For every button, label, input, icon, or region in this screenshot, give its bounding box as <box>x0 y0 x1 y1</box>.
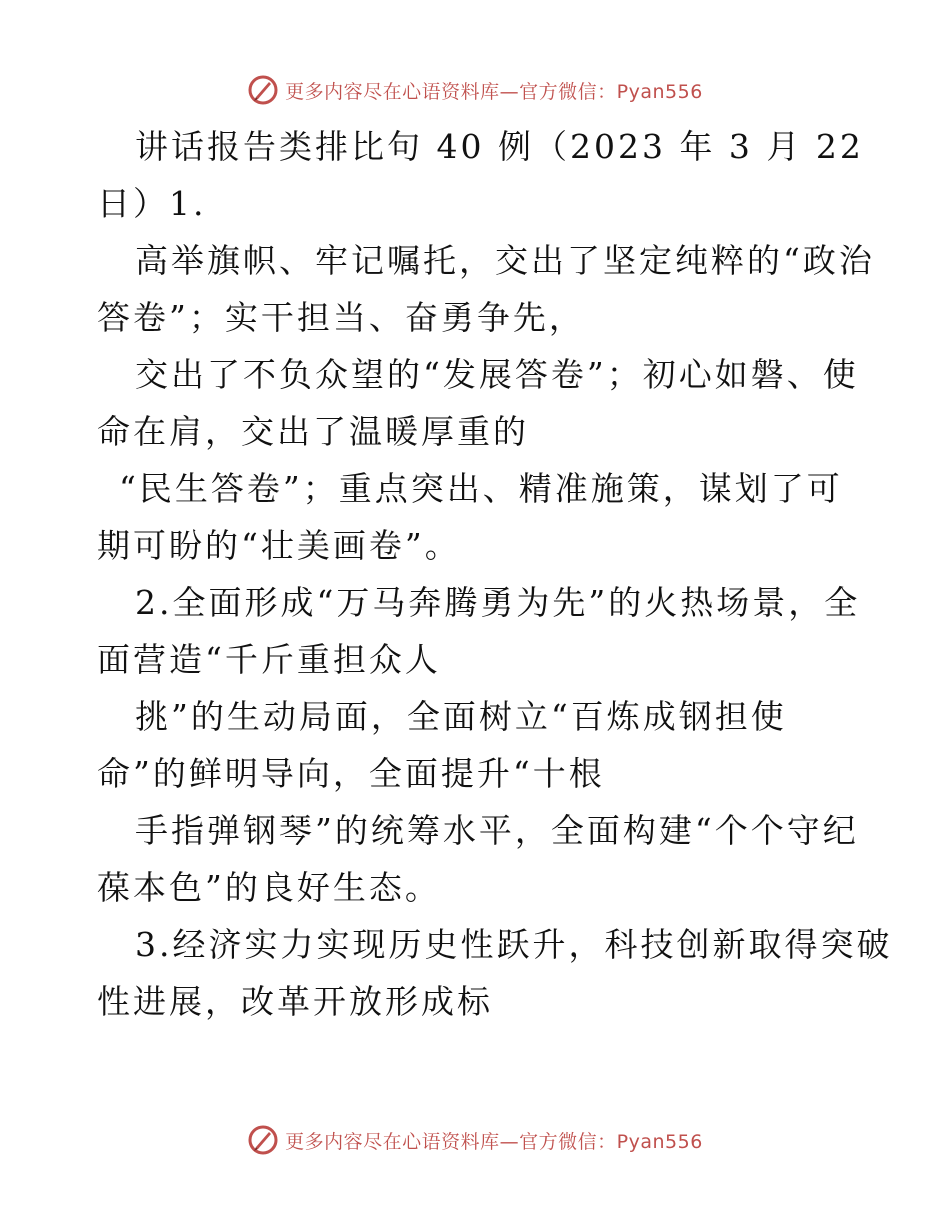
quill-logo-icon <box>247 1124 279 1156</box>
document-title-line: 讲话报告类排比句 40 例（2023 年 3 月 22 <box>135 127 864 166</box>
document-text-line: 答卷”；实干担当、奋勇争先， <box>97 298 585 337</box>
footer-banner <box>0 1120 950 1160</box>
document-text-line: 2.全面形成“万马奔腾勇为先”的火热场景，全 <box>135 583 861 622</box>
document-text-line: 高举旗帜、牢记嘱托，交出了坚定纯粹的“政治 <box>135 241 875 280</box>
document-text-line: 日）1. <box>97 184 207 223</box>
document-text-line: “民生答卷”；重点突出、精准施策，谋划了可 <box>119 469 843 508</box>
document-text-line: 命”的鲜明导向，全面提升“十根 <box>97 754 605 793</box>
footer-banner-text: 更多内容尽在心语资料库—官方微信：Pyan556 <box>285 1130 703 1153</box>
document-text-line: 性进展，改革开放形成标 <box>97 982 493 1021</box>
document-text-line: 命在肩，交出了温暖厚重的 <box>97 412 529 451</box>
quill-logo-icon <box>247 74 279 106</box>
header-banner <box>0 70 950 110</box>
document-text-line: 挑”的生动局面，全面树立“百炼成钢担使 <box>135 697 787 736</box>
document-text-line: 手指弹钢琴”的统筹水平，全面构建“个个守纪 <box>135 811 859 850</box>
document-body <box>97 118 893 1030</box>
document-text-line: 期可盼的“壮美画卷”。 <box>97 526 461 565</box>
document-text-line: 3.经济实力实现历史性跃升，科技创新取得突破 <box>135 925 893 964</box>
header-banner-text: 更多内容尽在心语资料库—官方微信：Pyan556 <box>285 80 703 103</box>
document-text-line: 面营造“千斤重担众人 <box>97 640 441 679</box>
document-text-line: 交出了不负众望的“发展答卷”；初心如磐、使 <box>135 355 859 394</box>
document-text-line: 葆本色”的良好生态。 <box>97 868 441 907</box>
